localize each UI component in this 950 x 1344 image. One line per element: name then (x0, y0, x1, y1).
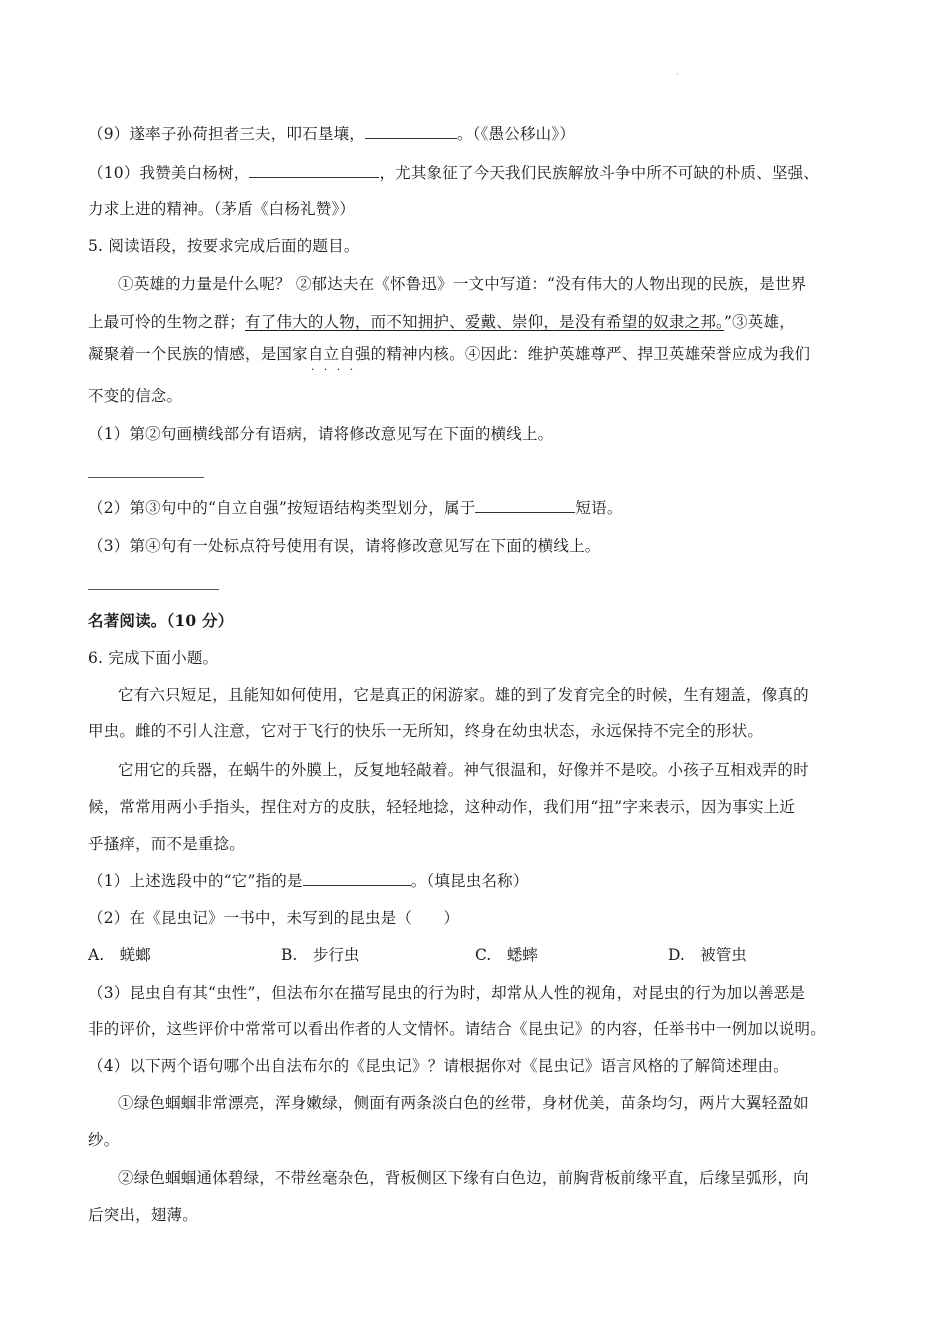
q6-passage-1a: 它有六只短足，且能知如何使用，它是真正的闲游家。雄的到了发育完全的时候，生有翅盖，像真的 (118, 686, 809, 704)
q6-example-1b: 纱。 (88, 1131, 120, 1149)
section-heading: 名著阅读。（10 分） (88, 611, 234, 630)
q5-passage-line-3 (88, 344, 868, 364)
q5-subquestion-2 (88, 498, 868, 518)
q6-subquestion-2: （2）在《昆虫记》一书中，未写到的昆虫是（ ） (88, 909, 460, 927)
question-9 (88, 124, 868, 144)
q6-passage-1b: 甲虫。雌的不引人注意，它对于飞行的快乐一无所知，终身在幼虫状态，永远保持不完全的形状。 (88, 722, 764, 740)
q6-passage-2b: 候，常常用两小手指头，捏住对方的皮肤，轻轻地捻，这种动作，我们用“扭”字来表示，因为事实上近 (88, 798, 796, 816)
q6-s1-blank[interactable] (303, 871, 411, 886)
q6-example-2b: 后突出，翅薄。 (88, 1206, 198, 1224)
q6-passage-2c: 乎搔痒，而不是重捻。 (88, 835, 246, 853)
q6-title: 6. 完成下面小题。 (88, 649, 219, 667)
question-10 (88, 163, 868, 183)
q5-answer-line-3[interactable] (88, 589, 219, 590)
q6-example-2a: ②绿色蝈蝈通体碧绿，不带丝毫杂色，背板侧区下缘有白色边，前胸背板前缘平直，后缘呈弧形，向 (118, 1169, 809, 1187)
question-10-cont: 力求上进的精神。（茅盾《白杨礼赞》） (88, 200, 356, 218)
q6-s1-text-2: 。（填昆虫名称） (410, 872, 529, 890)
option-b[interactable]: B. 步行虫 (281, 946, 360, 964)
q5-title: 5. 阅读语段，按要求完成后面的题目。 (88, 237, 360, 255)
q5-subquestion-1: （1）第②句画横线部分有语病，请将修改意见写在下面的横线上。 (88, 425, 554, 443)
q5-passage-line-2 (88, 312, 868, 332)
q6-subquestion-1 (88, 871, 868, 891)
q5-answer-line-1[interactable] (88, 477, 204, 478)
option-a[interactable]: A. 蜣螂 (88, 946, 151, 964)
q6-passage-2a: 它用它的兵器，在蜗牛的外膜上，反复地轻敲着。神气很温和，好像并不是咬。小孩子互相戏弄的时 (118, 761, 809, 779)
q10-text: （10）我赞美白杨树， (88, 164, 250, 182)
q5-s2-text-2: 短语。 (575, 499, 623, 517)
q6-s1-text: （1）上述选段中的“它”指的是 (88, 872, 303, 890)
q5-s2-blank[interactable] (475, 498, 575, 513)
q5-passage-text-2: ”③英雄， (723, 313, 795, 331)
q5-s2-text: （2）第③句中的“自立自强”按短语结构类型划分，属于 (88, 499, 476, 517)
q9-blank[interactable] (365, 124, 457, 139)
q10-blank[interactable] (249, 163, 379, 178)
q10-text-2: ，尤其象征了今天我们民族解放斗争中所不可缺的朴质、坚强、 (379, 164, 820, 182)
q5-underlined-sentence: 有了伟大的人物，而不知拥护、爱戴、崇仰，是没有希望的奴隶之邦。 (245, 313, 724, 331)
q9-text: （9）遂率子孙荷担者三夫，叩石垦壤， (88, 125, 365, 143)
q5-dotted-phrase: 自立自强 · · · · (308, 345, 371, 363)
q6-subquestion-3b: 非的评价，这些评价中常常可以看出作者的人文情怀。请结合《昆虫记》的内容，任举书中一例加以说明。 (88, 1020, 826, 1038)
q6-subquestion-4: （4）以下两个语句哪个出自法布尔的《昆虫记》？请根据你对《昆虫记》语言风格的了解简述理由。 (88, 1057, 789, 1075)
option-d[interactable]: D. 被管虫 (668, 946, 747, 964)
q5-passage-text: 上最可怜的生物之群； (88, 313, 246, 331)
q6-example-1a: ①绿色蝈蝈非常漂亮，浑身嫩绿，侧面有两条淡白色的丝带，身材优美，苗条均匀，两片大翼轻盈如 (118, 1094, 809, 1112)
q5-passage-line-4: 不变的信念。 (88, 387, 183, 405)
q6-subquestion-3a: （3）昆虫自有其“虫性”，但法布尔在描写昆虫的行为时，却常从人性的视角，对昆虫的行为加以善恶是 (88, 984, 806, 1002)
option-c[interactable]: C. 蟋蟀 (475, 946, 538, 964)
q5-passage-text-3: 凝聚着一个民族的情感，是国家 (88, 345, 308, 363)
q5-passage-line-1: ①英雄的力量是什么呢？ ②郁达夫在《怀鲁迅》一文中写道：“没有伟大的人物出现的民族，是世界 (118, 275, 807, 293)
q5-passage-text-4: 的精神内核。④因此：维护英雄尊严、捍卫英雄荣誉应成为我们 (370, 345, 811, 363)
page-mark: · (676, 70, 679, 79)
q9-source: 。（《愚公移山》） (456, 125, 576, 143)
q5-subquestion-3: （3）第④句有一处标点符号使用有误，请将修改意见写在下面的横线上。 (88, 537, 601, 555)
